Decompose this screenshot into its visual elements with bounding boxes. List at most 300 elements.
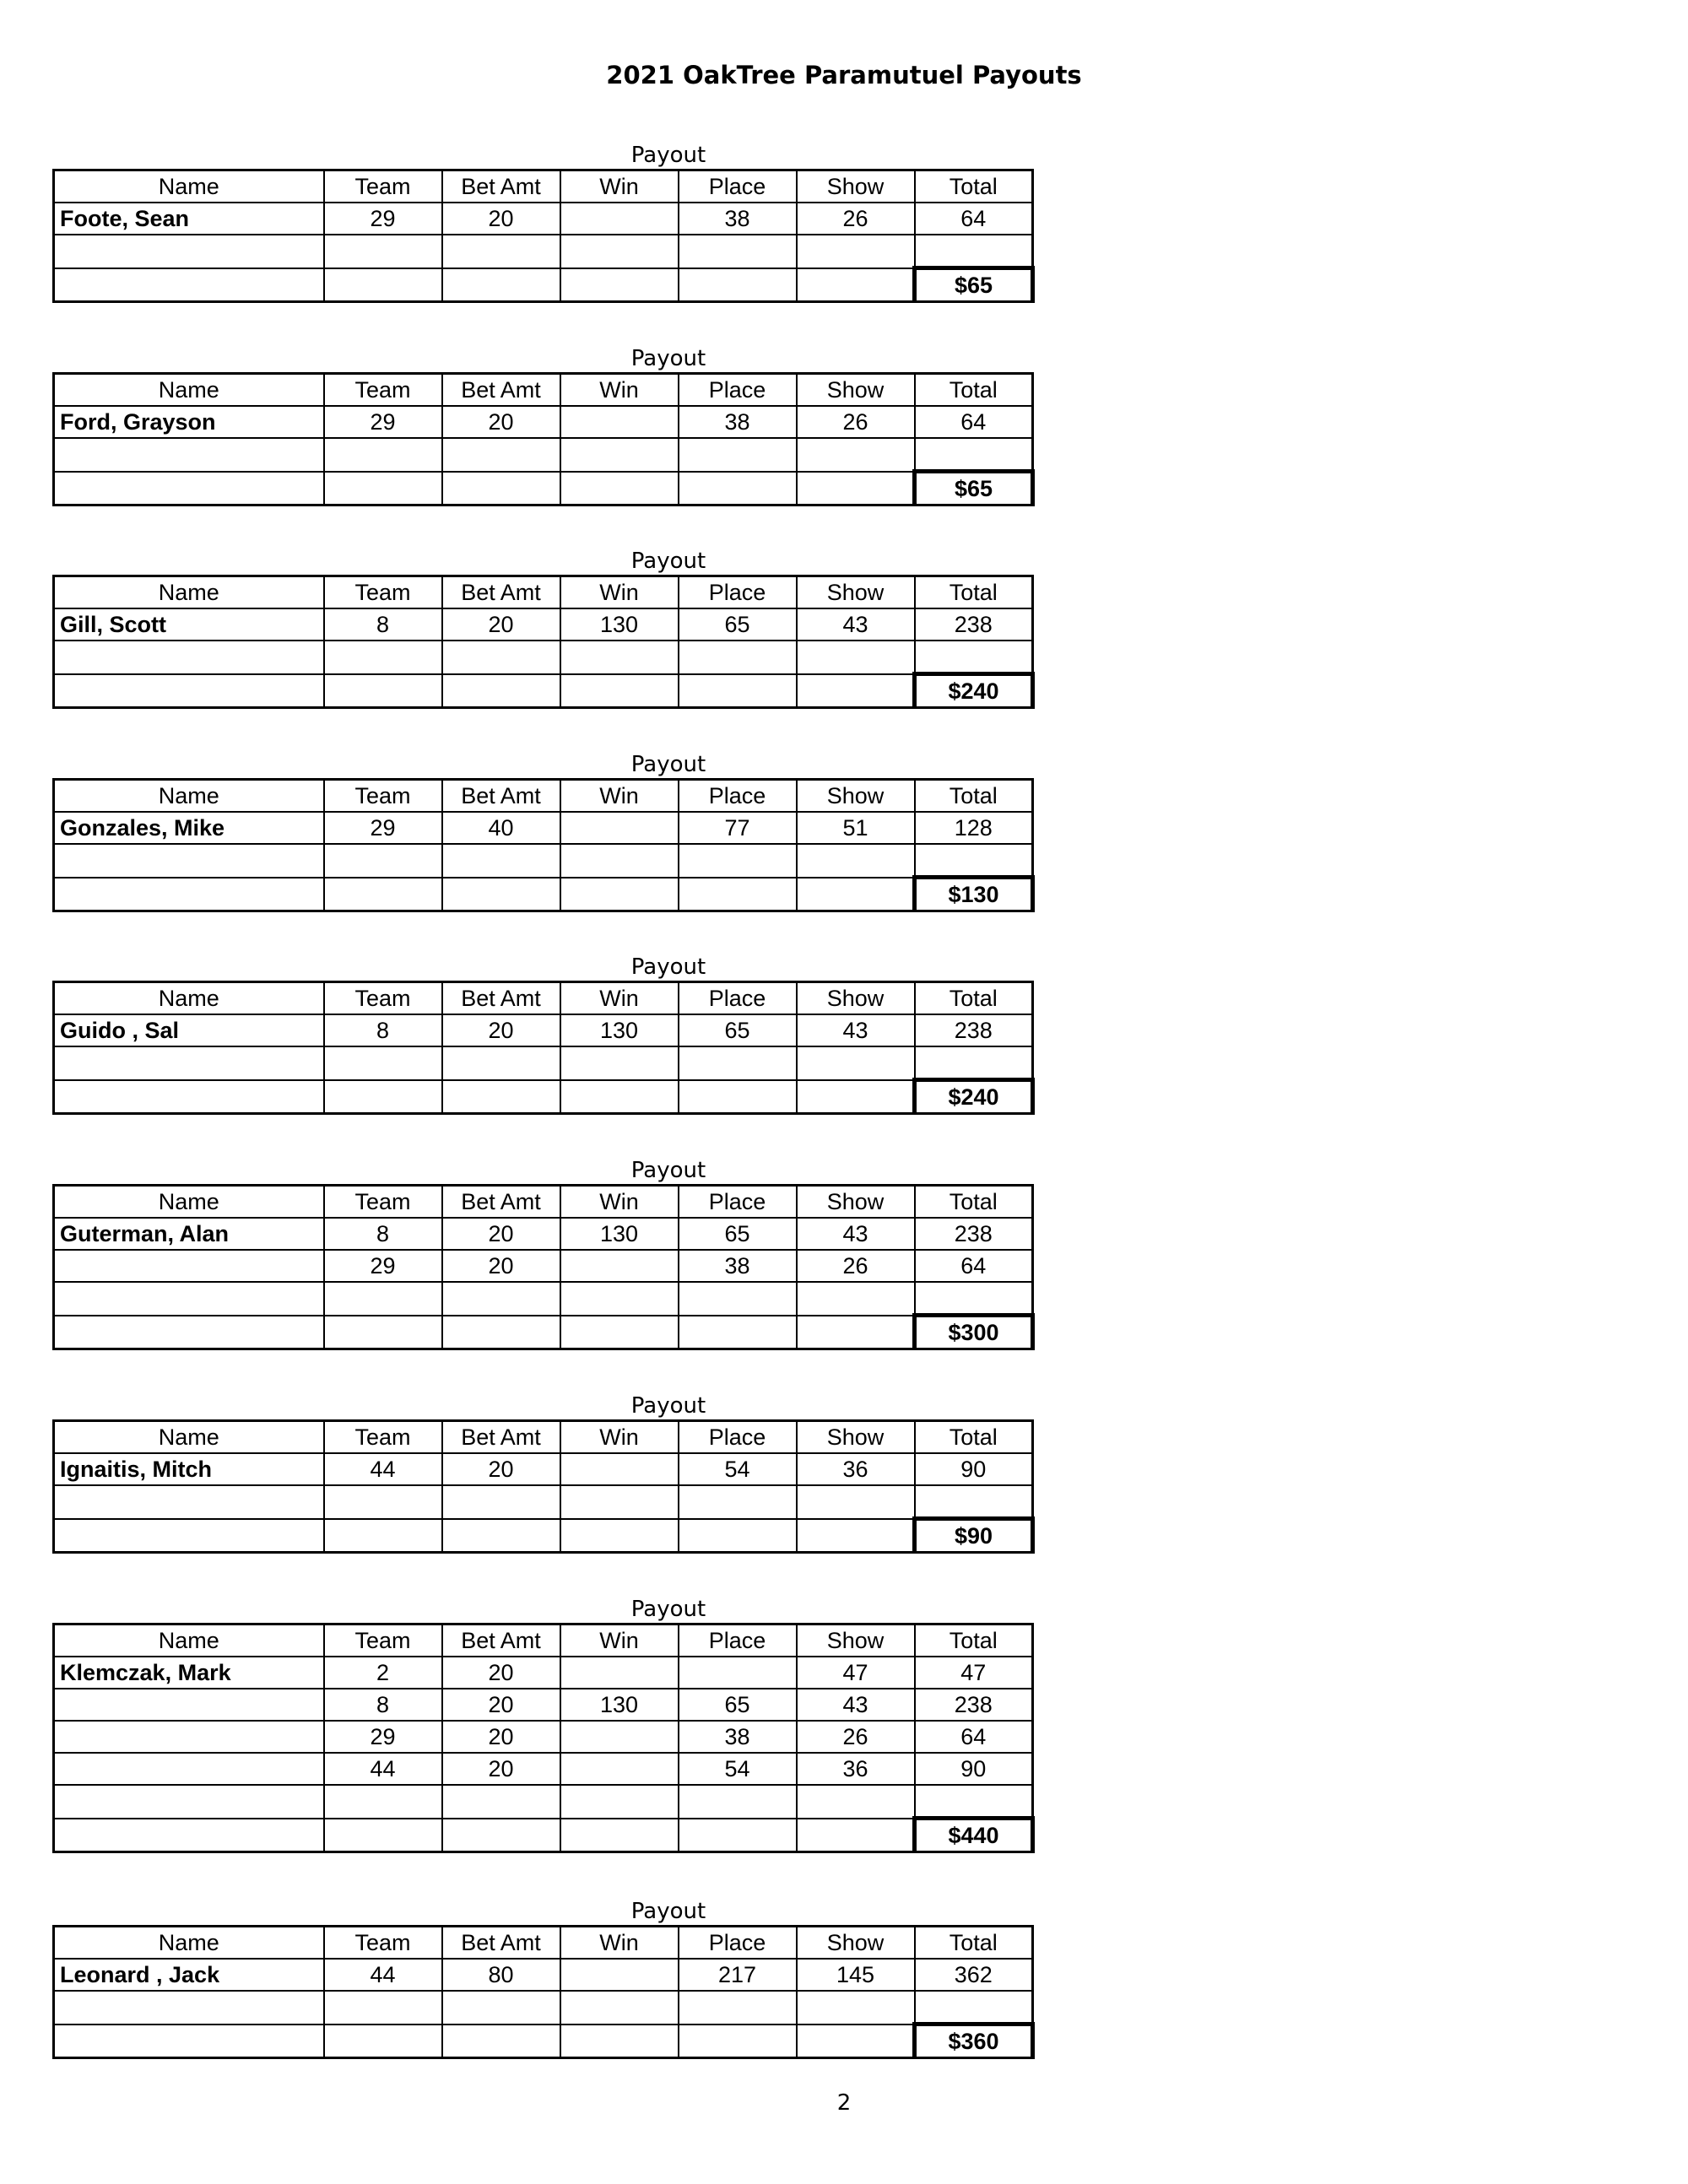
cell-show: 51	[797, 812, 915, 844]
cell-team: 8	[324, 608, 442, 641]
column-header: Total	[915, 1421, 1033, 1454]
empty-cell	[54, 1316, 324, 1349]
cell-show: 36	[797, 1453, 915, 1485]
empty-cell	[54, 1721, 324, 1753]
column-header: Team	[324, 780, 442, 813]
grand-total-row	[54, 1316, 1033, 1349]
empty-cell	[797, 878, 915, 911]
cell-bet: 20	[442, 1753, 560, 1785]
payout-table-block	[52, 1597, 1031, 1853]
empty-cell	[324, 472, 442, 505]
empty-cell	[324, 844, 442, 878]
empty-cell	[797, 2025, 915, 2058]
blank-row	[54, 1485, 1033, 1519]
empty-cell	[324, 1316, 442, 1349]
empty-cell	[679, 878, 797, 911]
payout-label: Payout	[630, 549, 706, 574]
table-header-row	[54, 780, 1033, 813]
table-row	[54, 1721, 1033, 1753]
payout-table-block	[52, 346, 1031, 506]
bettor-name: Gonzales, Mike	[54, 812, 324, 844]
cell-win	[560, 1721, 679, 1753]
empty-cell	[442, 1080, 560, 1114]
column-header: Bet Amt	[442, 982, 560, 1015]
table-header-row	[54, 170, 1033, 203]
column-header: Show	[797, 374, 915, 407]
column-header: Win	[560, 1186, 679, 1219]
grand-total-row	[54, 268, 1033, 302]
payout-table	[52, 1925, 1035, 2059]
cell-team: 29	[324, 1721, 442, 1753]
empty-cell	[797, 235, 915, 268]
cell-show: 26	[797, 1721, 915, 1753]
blank-row	[54, 1991, 1033, 2025]
table-header-row	[54, 1927, 1033, 1960]
empty-cell	[797, 1785, 915, 1819]
grand-total-row	[54, 1819, 1033, 1852]
cell-show: 26	[797, 406, 915, 438]
column-header: Bet Amt	[442, 1927, 560, 1960]
empty-cell	[679, 235, 797, 268]
cell-place: 38	[679, 203, 797, 235]
bettor-name: Leonard , Jack	[54, 1959, 324, 1991]
empty-cell	[54, 268, 324, 302]
cell-total: 64	[915, 1721, 1033, 1753]
column-header: Bet Amt	[442, 1421, 560, 1454]
cell-team: 2	[324, 1657, 442, 1689]
payout-table	[52, 575, 1035, 709]
empty-cell	[560, 1282, 679, 1316]
empty-cell	[442, 1519, 560, 1553]
cell-place: 38	[679, 406, 797, 438]
empty-cell	[915, 1046, 1033, 1080]
column-header: Show	[797, 1186, 915, 1219]
cell-place: 38	[679, 1250, 797, 1282]
empty-cell	[560, 1046, 679, 1080]
empty-cell	[679, 1046, 797, 1080]
table-row	[54, 1689, 1033, 1721]
cell-bet: 20	[442, 1721, 560, 1753]
grand-total: $130	[915, 878, 1033, 911]
empty-cell	[915, 844, 1033, 878]
empty-cell	[560, 2025, 679, 2058]
empty-cell	[54, 1282, 324, 1316]
blank-row	[54, 1046, 1033, 1080]
table-row	[54, 406, 1033, 438]
column-header: Show	[797, 982, 915, 1015]
empty-cell	[54, 1519, 324, 1553]
empty-cell	[442, 878, 560, 911]
empty-cell	[442, 1991, 560, 2025]
payout-table-block	[52, 752, 1031, 912]
empty-cell	[797, 1046, 915, 1080]
cell-total: 64	[915, 406, 1033, 438]
bettor-name: Guido , Sal	[54, 1014, 324, 1046]
column-header: Win	[560, 374, 679, 407]
empty-cell	[679, 674, 797, 708]
empty-cell	[797, 1819, 915, 1852]
cell-total: 238	[915, 608, 1033, 641]
cell-team: 29	[324, 203, 442, 235]
column-header: Win	[560, 1927, 679, 1960]
cell-total: 90	[915, 1753, 1033, 1785]
empty-cell	[797, 1485, 915, 1519]
payout-table	[52, 372, 1035, 506]
column-header: Name	[54, 1927, 324, 1960]
empty-cell	[560, 844, 679, 878]
payout-table	[52, 169, 1035, 303]
column-header: Team	[324, 576, 442, 609]
payout-label: Payout	[630, 346, 706, 371]
empty-cell	[442, 235, 560, 268]
empty-cell	[560, 438, 679, 472]
empty-cell	[54, 1753, 324, 1785]
cell-bet: 80	[442, 1959, 560, 1991]
cell-win	[560, 1959, 679, 1991]
cell-show: 43	[797, 1218, 915, 1250]
empty-cell	[54, 235, 324, 268]
empty-cell	[442, 1485, 560, 1519]
empty-cell	[324, 1080, 442, 1114]
column-header: Bet Amt	[442, 576, 560, 609]
empty-cell	[797, 1316, 915, 1349]
empty-cell	[54, 1689, 324, 1721]
table-row	[54, 812, 1033, 844]
empty-cell	[797, 1080, 915, 1114]
column-header: Show	[797, 576, 915, 609]
empty-cell	[560, 1519, 679, 1553]
cell-win: 130	[560, 1218, 679, 1250]
grand-total: $240	[915, 674, 1033, 708]
column-header: Team	[324, 1186, 442, 1219]
grand-total-row	[54, 2025, 1033, 2058]
cell-team: 8	[324, 1014, 442, 1046]
column-header: Team	[324, 1421, 442, 1454]
cell-place: 54	[679, 1453, 797, 1485]
payout-label: Payout	[630, 1158, 706, 1183]
column-header: Bet Amt	[442, 780, 560, 813]
cell-show: 43	[797, 1689, 915, 1721]
payout-label: Payout	[630, 752, 706, 777]
empty-cell	[442, 674, 560, 708]
empty-cell	[54, 1819, 324, 1852]
empty-cell	[560, 1991, 679, 2025]
empty-cell	[54, 1991, 324, 2025]
empty-cell	[324, 1991, 442, 2025]
payout-label: Payout	[630, 1597, 706, 1622]
cell-place: 65	[679, 608, 797, 641]
empty-cell	[324, 1485, 442, 1519]
grand-total: $90	[915, 1519, 1033, 1553]
payout-table-block	[52, 549, 1031, 709]
column-header: Place	[679, 1624, 797, 1657]
bettor-name: Klemczak, Mark	[54, 1657, 324, 1689]
column-header: Name	[54, 1421, 324, 1454]
cell-win	[560, 1657, 679, 1689]
empty-cell	[324, 2025, 442, 2058]
empty-cell	[679, 1819, 797, 1852]
column-header: Win	[560, 982, 679, 1015]
empty-cell	[54, 438, 324, 472]
empty-cell	[797, 674, 915, 708]
column-header: Total	[915, 1186, 1033, 1219]
cell-win	[560, 1250, 679, 1282]
cell-win	[560, 203, 679, 235]
cell-show: 36	[797, 1753, 915, 1785]
column-header: Total	[915, 576, 1033, 609]
empty-cell	[915, 438, 1033, 472]
cell-bet: 20	[442, 1657, 560, 1689]
blank-row	[54, 641, 1033, 674]
table-row	[54, 608, 1033, 641]
cell-win	[560, 1753, 679, 1785]
empty-cell	[679, 1485, 797, 1519]
grand-total-row	[54, 472, 1033, 505]
cell-place: 65	[679, 1014, 797, 1046]
empty-cell	[54, 472, 324, 505]
payout-table-block	[52, 1158, 1031, 1350]
empty-cell	[324, 641, 442, 674]
grand-total: $440	[915, 1819, 1033, 1852]
payout-table-block	[52, 1899, 1031, 2059]
empty-cell	[679, 1519, 797, 1553]
grand-total: $240	[915, 1080, 1033, 1114]
payout-label: Payout	[630, 1899, 706, 1924]
column-header: Win	[560, 1624, 679, 1657]
column-header: Win	[560, 576, 679, 609]
empty-cell	[324, 1819, 442, 1852]
cell-show: 145	[797, 1959, 915, 1991]
empty-cell	[324, 878, 442, 911]
column-header: Place	[679, 1186, 797, 1219]
table-row	[54, 1657, 1033, 1689]
table-header-row	[54, 1186, 1033, 1219]
empty-cell	[560, 641, 679, 674]
empty-cell	[679, 2025, 797, 2058]
empty-cell	[679, 438, 797, 472]
cell-total: 90	[915, 1453, 1033, 1485]
cell-total: 47	[915, 1657, 1033, 1689]
empty-cell	[54, 844, 324, 878]
grand-total-row	[54, 674, 1033, 708]
empty-cell	[797, 1282, 915, 1316]
column-header: Show	[797, 780, 915, 813]
cell-win: 130	[560, 1689, 679, 1721]
table-row	[54, 203, 1033, 235]
empty-cell	[797, 1519, 915, 1553]
empty-cell	[54, 1785, 324, 1819]
grand-total-row	[54, 878, 1033, 911]
table-row	[54, 1453, 1033, 1485]
empty-cell	[324, 1785, 442, 1819]
cell-team: 44	[324, 1753, 442, 1785]
column-header: Team	[324, 170, 442, 203]
bettor-name: Ignaitis, Mitch	[54, 1453, 324, 1485]
empty-cell	[54, 878, 324, 911]
cell-team: 8	[324, 1218, 442, 1250]
column-header: Win	[560, 780, 679, 813]
cell-team: 29	[324, 406, 442, 438]
table-header-row	[54, 982, 1033, 1015]
blank-row	[54, 1282, 1033, 1316]
empty-cell	[679, 1785, 797, 1819]
payout-table	[52, 1419, 1035, 1554]
empty-cell	[560, 1819, 679, 1852]
column-header: Total	[915, 1927, 1033, 1960]
column-header: Place	[679, 374, 797, 407]
cell-bet: 20	[442, 1250, 560, 1282]
page-title: 2021 OakTree Paramutuel Payouts	[606, 61, 1082, 89]
cell-bet: 20	[442, 1689, 560, 1721]
column-header: Bet Amt	[442, 1186, 560, 1219]
cell-place	[679, 1657, 797, 1689]
grand-total: $300	[915, 1316, 1033, 1349]
empty-cell	[797, 268, 915, 302]
grand-total: $65	[915, 268, 1033, 302]
blank-row	[54, 438, 1033, 472]
cell-total: 64	[915, 1250, 1033, 1282]
bettor-name: Gill, Scott	[54, 608, 324, 641]
cell-total: 128	[915, 812, 1033, 844]
empty-cell	[54, 641, 324, 674]
empty-cell	[797, 438, 915, 472]
cell-total: 64	[915, 203, 1033, 235]
table-row	[54, 1014, 1033, 1046]
payout-label: Payout	[630, 954, 706, 980]
payout-table	[52, 1623, 1035, 1853]
column-header: Team	[324, 1624, 442, 1657]
empty-cell	[797, 472, 915, 505]
empty-cell	[560, 1785, 679, 1819]
cell-show: 43	[797, 1014, 915, 1046]
empty-cell	[797, 844, 915, 878]
cell-team: 29	[324, 812, 442, 844]
column-header: Name	[54, 1186, 324, 1219]
cell-bet: 20	[442, 608, 560, 641]
column-header: Name	[54, 170, 324, 203]
column-header: Name	[54, 374, 324, 407]
empty-cell	[915, 1785, 1033, 1819]
column-header: Show	[797, 1927, 915, 1960]
grand-total-row	[54, 1519, 1033, 1553]
empty-cell	[560, 268, 679, 302]
cell-total: 238	[915, 1689, 1033, 1721]
table-row	[54, 1218, 1033, 1250]
empty-cell	[915, 641, 1033, 674]
bettor-name: Foote, Sean	[54, 203, 324, 235]
page-number: 2	[836, 2090, 852, 2116]
grand-total: $360	[915, 2025, 1033, 2058]
column-header: Total	[915, 982, 1033, 1015]
cell-total: 238	[915, 1014, 1033, 1046]
cell-bet: 20	[442, 203, 560, 235]
table-header-row	[54, 1421, 1033, 1454]
column-header: Show	[797, 170, 915, 203]
empty-cell	[915, 1282, 1033, 1316]
column-header: Place	[679, 1927, 797, 1960]
column-header: Place	[679, 170, 797, 203]
empty-cell	[54, 1485, 324, 1519]
empty-cell	[560, 472, 679, 505]
empty-cell	[560, 674, 679, 708]
column-header: Place	[679, 982, 797, 1015]
empty-cell	[442, 1785, 560, 1819]
cell-team: 44	[324, 1453, 442, 1485]
cell-show: 26	[797, 1250, 915, 1282]
cell-place: 54	[679, 1753, 797, 1785]
cell-team: 29	[324, 1250, 442, 1282]
empty-cell	[915, 1991, 1033, 2025]
empty-cell	[54, 1080, 324, 1114]
cell-win	[560, 1453, 679, 1485]
cell-win: 130	[560, 608, 679, 641]
column-header: Total	[915, 780, 1033, 813]
empty-cell	[679, 1316, 797, 1349]
cell-bet: 20	[442, 1218, 560, 1250]
column-header: Win	[560, 1421, 679, 1454]
empty-cell	[560, 878, 679, 911]
column-header: Total	[915, 170, 1033, 203]
grand-total-row	[54, 1080, 1033, 1114]
column-header: Team	[324, 982, 442, 1015]
cell-show: 43	[797, 608, 915, 641]
empty-cell	[442, 2025, 560, 2058]
column-header: Place	[679, 1421, 797, 1454]
table-header-row	[54, 1624, 1033, 1657]
cell-bet: 40	[442, 812, 560, 844]
payout-table-block	[52, 143, 1031, 303]
table-row	[54, 1250, 1033, 1282]
payout-table	[52, 1184, 1035, 1350]
cell-team: 8	[324, 1689, 442, 1721]
blank-row	[54, 235, 1033, 268]
cell-bet: 20	[442, 1453, 560, 1485]
empty-cell	[679, 268, 797, 302]
payout-table	[52, 981, 1035, 1115]
empty-cell	[324, 1046, 442, 1080]
empty-cell	[324, 674, 442, 708]
payout-label: Payout	[630, 1393, 706, 1419]
cell-total: 238	[915, 1218, 1033, 1250]
cell-place: 77	[679, 812, 797, 844]
table-header-row	[54, 576, 1033, 609]
empty-cell	[679, 844, 797, 878]
empty-cell	[442, 1046, 560, 1080]
empty-cell	[679, 1080, 797, 1114]
column-header: Name	[54, 780, 324, 813]
column-header: Total	[915, 374, 1033, 407]
column-header: Name	[54, 576, 324, 609]
empty-cell	[442, 1282, 560, 1316]
empty-cell	[442, 1316, 560, 1349]
empty-cell	[797, 1991, 915, 2025]
empty-cell	[324, 1282, 442, 1316]
empty-cell	[679, 1991, 797, 2025]
empty-cell	[560, 235, 679, 268]
empty-cell	[54, 674, 324, 708]
cell-place: 65	[679, 1689, 797, 1721]
cell-place: 217	[679, 1959, 797, 1991]
cell-team: 44	[324, 1959, 442, 1991]
column-header: Name	[54, 1624, 324, 1657]
empty-cell	[560, 1316, 679, 1349]
cell-win: 130	[560, 1014, 679, 1046]
empty-cell	[915, 235, 1033, 268]
empty-cell	[679, 472, 797, 505]
empty-cell	[679, 1282, 797, 1316]
column-header: Bet Amt	[442, 1624, 560, 1657]
empty-cell	[442, 1819, 560, 1852]
